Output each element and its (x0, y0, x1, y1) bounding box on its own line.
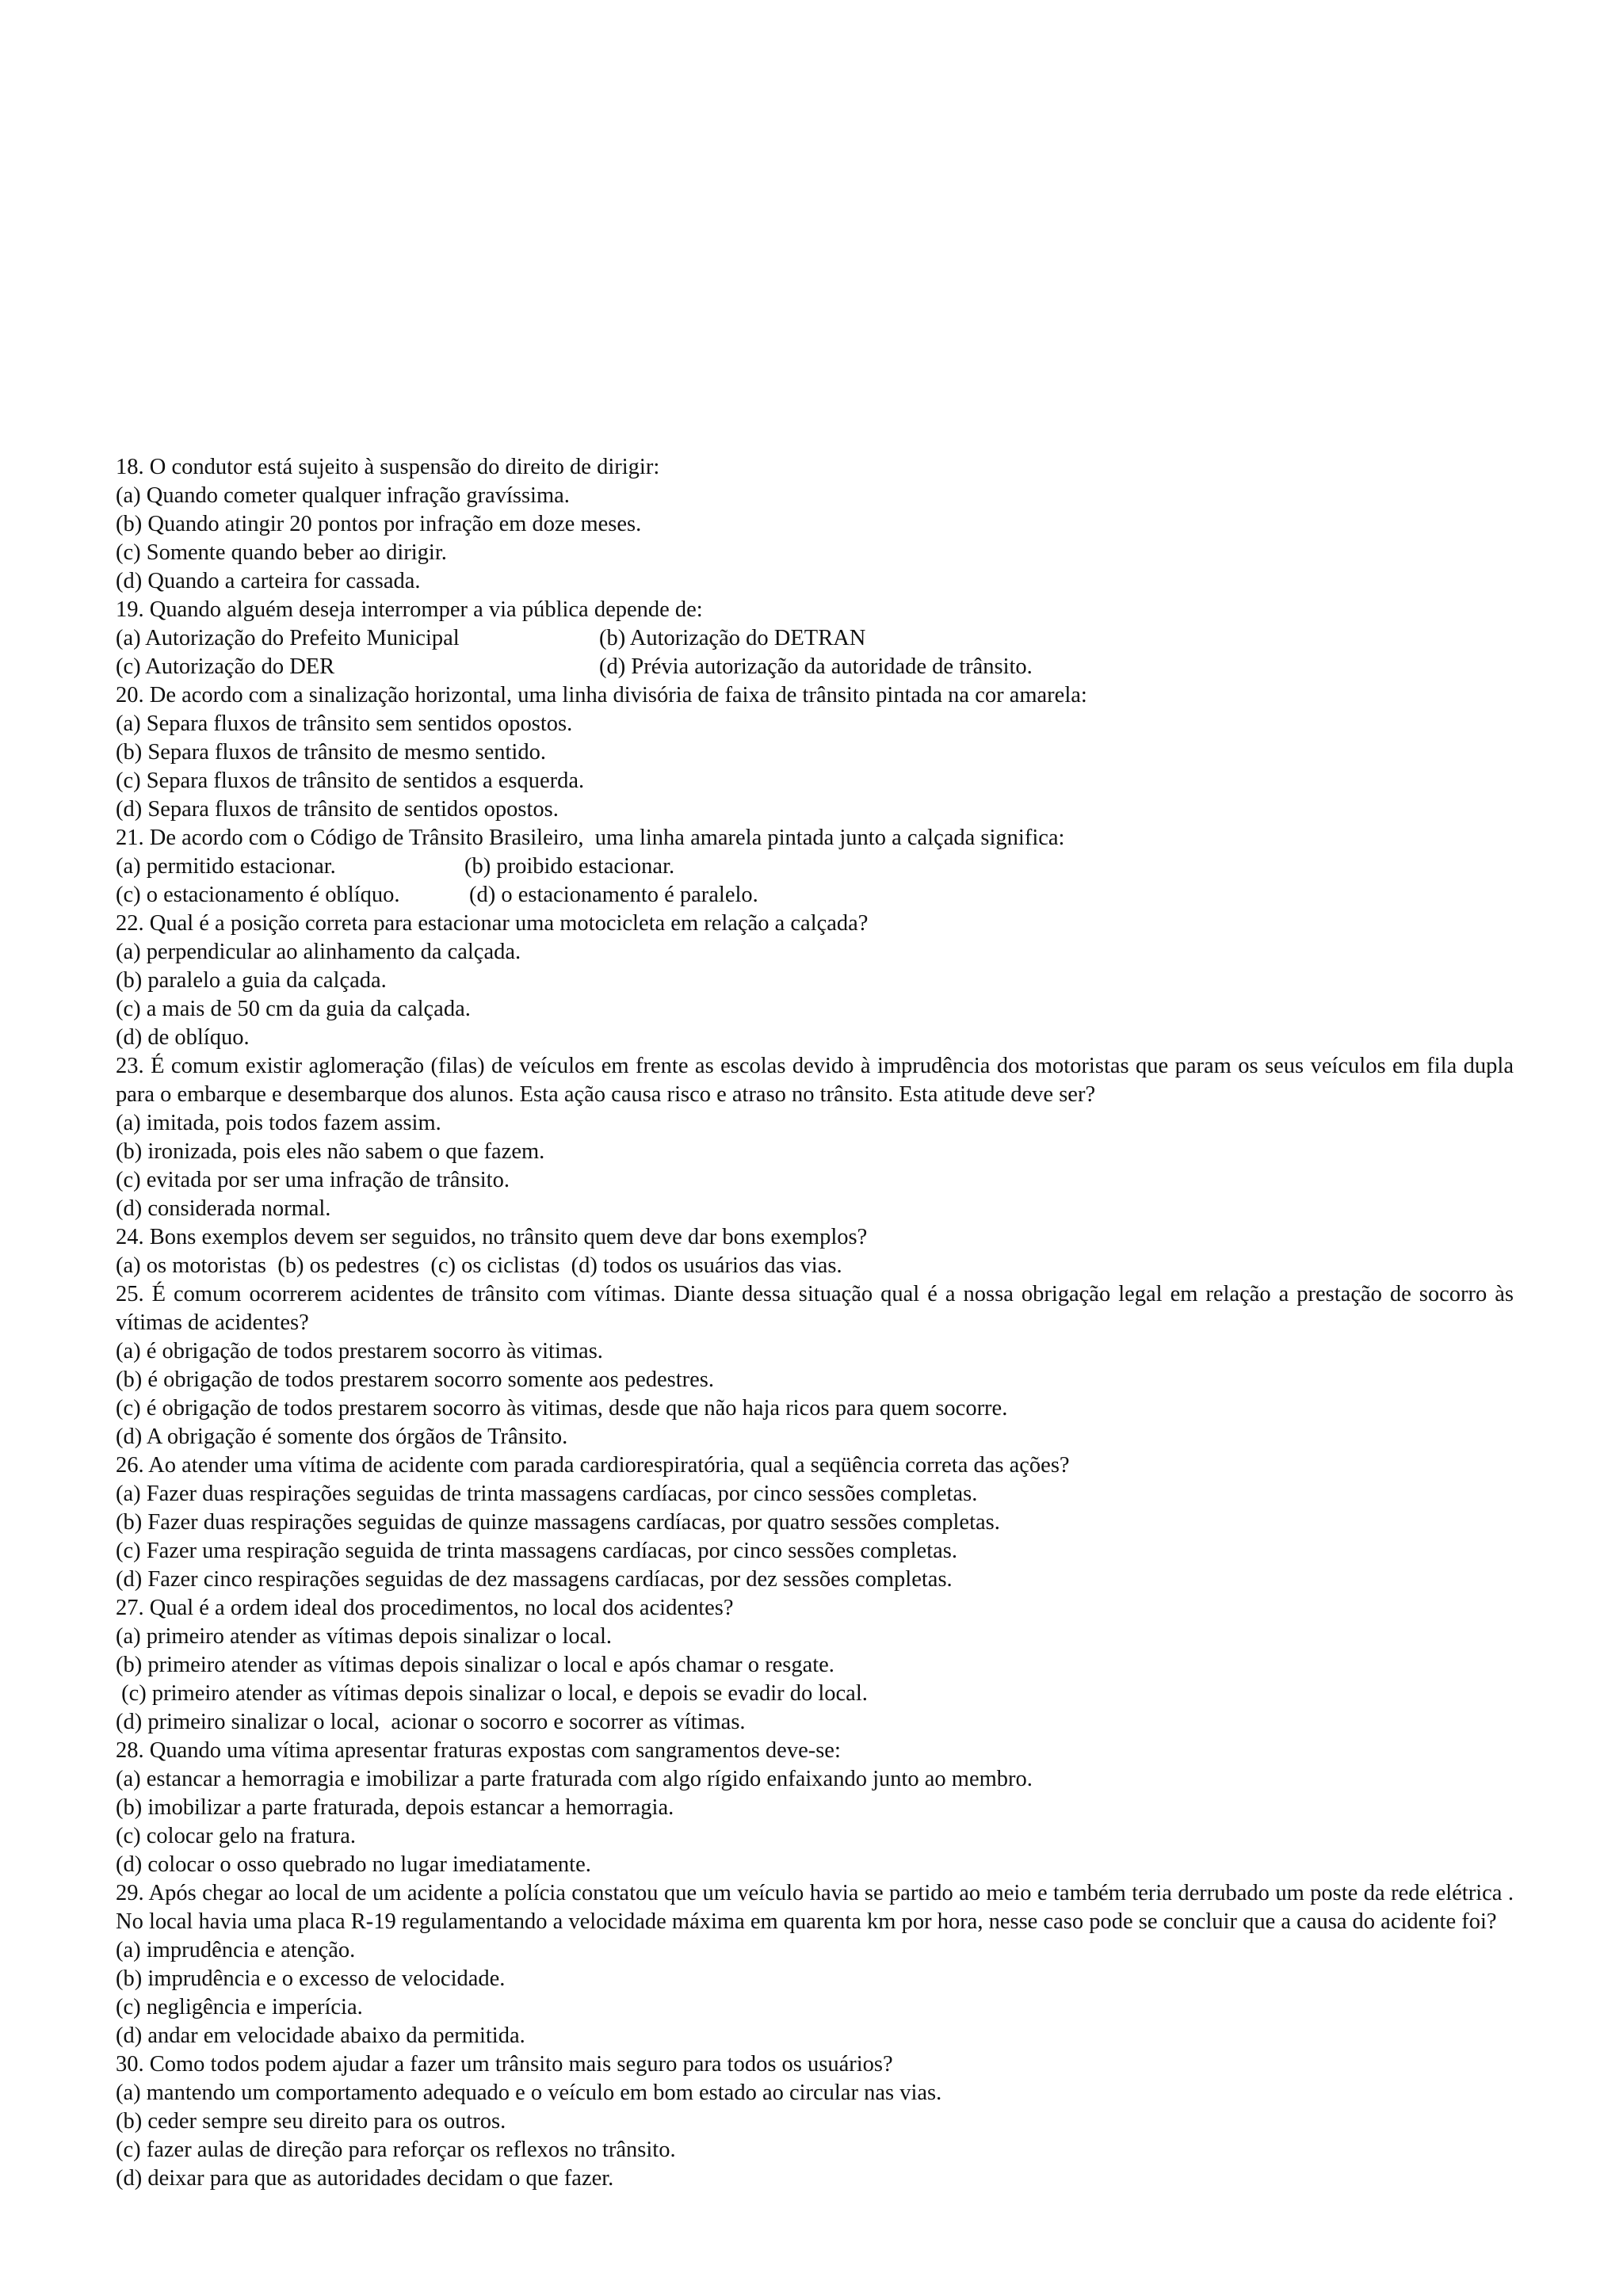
option-d: (d) de oblíquo. (116, 1025, 250, 1050)
option-b: (b) imprudência e o excesso de velocidade. (116, 1966, 506, 1991)
question-stem: 30. Como todos podem ajudar a fazer um trânsito mais seguro para todos os usuários? (116, 2052, 893, 2077)
question-stem: 18. O condutor está sujeito à suspensão do direito de dirigir: (116, 455, 660, 479)
option-a: (a) permitido estacionar. (116, 854, 336, 879)
option-a: (a) mantendo um comportamento adequado e o veículo em bom estado ao circular nas vias. (116, 2081, 942, 2105)
option-b: (b) é obrigação de todos prestarem socorro somente aos pedestres. (116, 1367, 714, 1392)
option-d: (d) considerada normal. (116, 1196, 331, 1221)
options-row (116, 653, 1514, 681)
question-24 (116, 1223, 1514, 1280)
option-c: (c) colocar gelo na fratura. (116, 1824, 357, 1848)
option-c: (c) fazer aulas de direção para reforçar os reflexos no trânsito. (116, 2138, 676, 2162)
question-21 (116, 824, 1514, 910)
option-c: (c) Fazer uma respiração seguida de trinta massagens cardíacas, por cinco sessões completas. (116, 1539, 957, 1563)
option-b: (b) Separa fluxos de trânsito de mesmo sentido. (116, 740, 546, 765)
option-a: (a) Quando cometer qualquer infração gravíssima. (116, 483, 570, 508)
option-a: (a) é obrigação de todos prestarem socorro às vitimas. (116, 1339, 603, 1363)
question-stem: 25. É comum ocorrerem acidentes de trânsito com vítimas. Diante dessa situação qual é a nossa obrigação legal em relação a prestação de socorro às vítimas de acidentes? (116, 1282, 1514, 1335)
option-b: (b) paralelo a guia da calçada. (116, 968, 387, 993)
option-b: (b) ceder sempre seu direito para os outros. (116, 2109, 506, 2134)
question-stem: 19. Quando alguém deseja interromper a via pública depende de: (116, 597, 703, 622)
option-d: (d) Fazer cinco respirações seguidas de dez massagens cardíacas, por dez sessões completas. (116, 1567, 953, 1592)
option-d: (d) Prévia autorização da autoridade de trânsito. (599, 654, 1033, 679)
question-30 (116, 2050, 1514, 2193)
question-stem: 28. Quando uma vítima apresentar fraturas expostas com sangramentos deve-se: (116, 1738, 841, 1763)
option-b: (b) ironizada, pois eles não sabem o que fazem. (116, 1139, 545, 1164)
question-stem: 20. De acordo com a sinalização horizontal, uma linha divisória de faixa de trânsito pintada na cor amarela: (116, 683, 1087, 707)
question-stem: 27. Qual é a ordem ideal dos procedimentos, no local dos acidentes? (116, 1596, 734, 1620)
option-b: (b) Fazer duas respirações seguidas de quinze massagens cardíacas, por quatro sessões completas. (116, 1510, 1000, 1535)
option-c: (c) Somente quando beber ao dirigir. (116, 540, 447, 565)
option-a: (a) perpendicular ao alinhamento da calçada. (116, 940, 521, 964)
question-20 (116, 681, 1514, 824)
question-stem: 21. De acordo com o Código de Trânsito Brasileiro, uma linha amarela pintada junto a calçada significa: (116, 826, 1065, 850)
question-23 (116, 1052, 1514, 1223)
option-d: (d) Separa fluxos de trânsito de sentidos opostos. (116, 797, 559, 822)
option-d: (d) colocar o osso quebrado no lugar imediatamente. (116, 1852, 591, 1877)
question-29 (116, 1879, 1514, 2050)
option-c: (c) primeiro atender as vítimas depois sinalizar o local, e depois se evadir do local. (116, 1681, 868, 1706)
question-stem: 22. Qual é a posição correta para estacionar uma motocicleta em relação a calçada? (116, 911, 869, 936)
option-d: (d) A obrigação é somente dos órgãos de Trânsito. (116, 1425, 568, 1449)
question-26 (116, 1451, 1514, 1594)
option-c: (c) é obrigação de todos prestarem socorro às vitimas, desde que não haja ricos para quem socorre. (116, 1396, 1008, 1421)
option-a: (a) imitada, pois todos fazem assim. (116, 1111, 441, 1135)
question-28 (116, 1737, 1514, 1879)
question-stem: 29. Após chegar ao local de um acidente a polícia constatou que um veículo havia se partido ao meio e também teria derrubado um poste da rede elétrica . No local havia uma placa R-19 regulamentando a velocidade máxima em quarenta km por hora, nesse caso pode se concluir que a causa do acidente foi? (116, 1881, 1514, 1934)
option-a: (a) Separa fluxos de trânsito sem sentidos opostos. (116, 711, 573, 736)
question-25 (116, 1280, 1514, 1451)
option-c: (c) evitada por ser uma infração de trânsito. (116, 1168, 510, 1192)
option-a: (a) imprudência e atenção. (116, 1938, 356, 1962)
option-d: (d) deixar para que as autoridades decidam o que fazer. (116, 2166, 614, 2191)
option-b: (b) primeiro atender as vítimas depois sinalizar o local e após chamar o resgate. (116, 1653, 834, 1677)
options-row (116, 624, 1514, 653)
option-c: (c) Autorização do DER (116, 654, 335, 679)
question-stem: 23. É comum existir aglomeração (filas) de veículos em frente as escolas devido à imprudência dos motoristas que param os seus veículos em fila dupla para o embarque e desembarque dos alunos. Esta ação causa risco e atraso no trânsito. Esta atitude deve ser? (116, 1054, 1514, 1107)
option-b: (b) proibido estacionar. (464, 854, 675, 879)
option-a: (a) estancar a hemorragia e imobilizar a parte fraturada com algo rígido enfaixando junto ao membro. (116, 1767, 1033, 1791)
option-a: (a) Fazer duas respirações seguidas de trinta massagens cardíacas, por cinco sessões completas. (116, 1482, 978, 1506)
options-row (116, 881, 1514, 910)
question-19 (116, 596, 1514, 681)
option-a: (a) primeiro atender as vítimas depois sinalizar o local. (116, 1624, 612, 1649)
option-c: (c) a mais de 50 cm da guia da calçada. (116, 997, 471, 1021)
option-b: (b) Quando atingir 20 pontos por infração em doze meses. (116, 512, 642, 536)
option-d: (d) primeiro sinalizar o local, acionar o socorro e socorrer as vítimas. (116, 1710, 746, 1734)
options-row (116, 852, 1514, 881)
option-c: (c) negligência e imperícia. (116, 1995, 363, 2019)
option-c: (c) Separa fluxos de trânsito de sentidos a esquerda. (116, 769, 585, 793)
option-d: (d) andar em velocidade abaixo da permitida. (116, 2023, 525, 2048)
question-stem: 24. Bons exemplos devem ser seguidos, no trânsito quem deve dar bons exemplos? (116, 1225, 868, 1249)
question-27 (116, 1594, 1514, 1737)
question-stem: 26. Ao atender uma vítima de acidente com parada cardiorespiratória, qual a seqüência correta das ações? (116, 1453, 1070, 1478)
question-18 (116, 453, 1514, 596)
option-d: (d) Quando a carteira for cassada. (116, 569, 421, 593)
document-body (116, 453, 1514, 2193)
option-b: (b) imobilizar a parte fraturada, depois estancar a hemorragia. (116, 1795, 674, 1820)
option-d: (d) o estacionamento é paralelo. (469, 883, 758, 907)
option-c: (c) o estacionamento é oblíquo. (116, 883, 400, 907)
question-22 (116, 910, 1514, 1052)
option-a: (a) Autorização do Prefeito Municipal (116, 626, 460, 650)
option-b: (b) Autorização do DETRAN (599, 626, 866, 650)
options-row: (a) os motoristas (b) os pedestres (c) os ciclistas (d) todos os usuários das vias. (116, 1253, 842, 1278)
